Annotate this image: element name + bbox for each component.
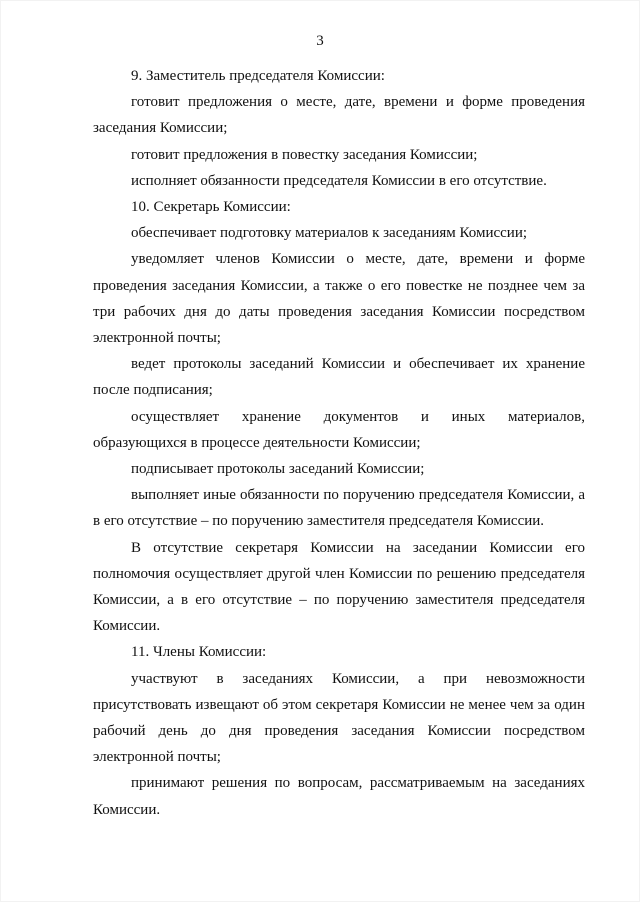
paragraph-secretary-heading: 10. Секретарь Комиссии: (131, 199, 291, 216)
paragraph-secretary-signs: подписывает протоколы заседаний Комиссии; (131, 461, 425, 478)
paragraph-members-participate: участвуют в заседаниях Комиссии, а при невозможности присутствовать извещают об этом секретаря Комиссии не менее чем за один рабочий день до дня проведения заседания Комиссии посредством электронной почты; (93, 670, 585, 766)
paragraph-deputy-agenda-proposals: готовит предложения в повестку заседания Комиссии; (131, 146, 478, 163)
paragraph-deputy-prepares-proposals: готовит предложения о месте, дате, времени и форме проведения заседания Комиссии; (93, 94, 585, 137)
paragraph-secretary-notifies: уведомляет членов Комиссии о месте, дате, времени и форме проведения заседания Комиссии, а также о его повестке не позднее чем за три рабочих дня до даты проведения заседания Комиссии посредством электронной почты; (93, 251, 585, 347)
paragraph-secretary-minutes: ведет протоколы заседаний Комиссии и обеспечивает их хранение после подписания; (93, 356, 585, 399)
paragraph-secretary-storage: осуществляет хранение документов и иных материалов, образующихся в процессе деятельности Комиссии; (93, 408, 585, 451)
paragraph-members-heading: 11. Члены Комиссии: (131, 644, 267, 661)
document-body (93, 63, 585, 823)
paragraph-deputy-acts-as-chair: исполняет обязанности председателя Комиссии в его отсутствие. (131, 172, 547, 189)
paragraph-deputy-chair-heading: 9. Заместитель председателя Комиссии: (131, 68, 385, 84)
page-number: 3 (316, 33, 324, 49)
paragraph-secretary-absence: В отсутствие секретаря Комиссии на заседании Комиссии его полномочия осуществляет другой член Комиссии по решению председателя Комиссии, а в его отсутствие – по поручению заместителя председателя Комиссии. (93, 539, 585, 635)
paragraph-secretary-materials: обеспечивает подготовку материалов к заседаниям Комиссии; (131, 225, 528, 242)
paragraph-secretary-other-duties: выполняет иные обязанности по поручению председателя Комиссии, а в его отсутствие – по поручению заместителя председателя Комиссии. (93, 487, 585, 530)
paragraph-members-decide: принимают решения по вопросам, рассматриваемым на заседаниях Комиссии. (93, 775, 585, 818)
